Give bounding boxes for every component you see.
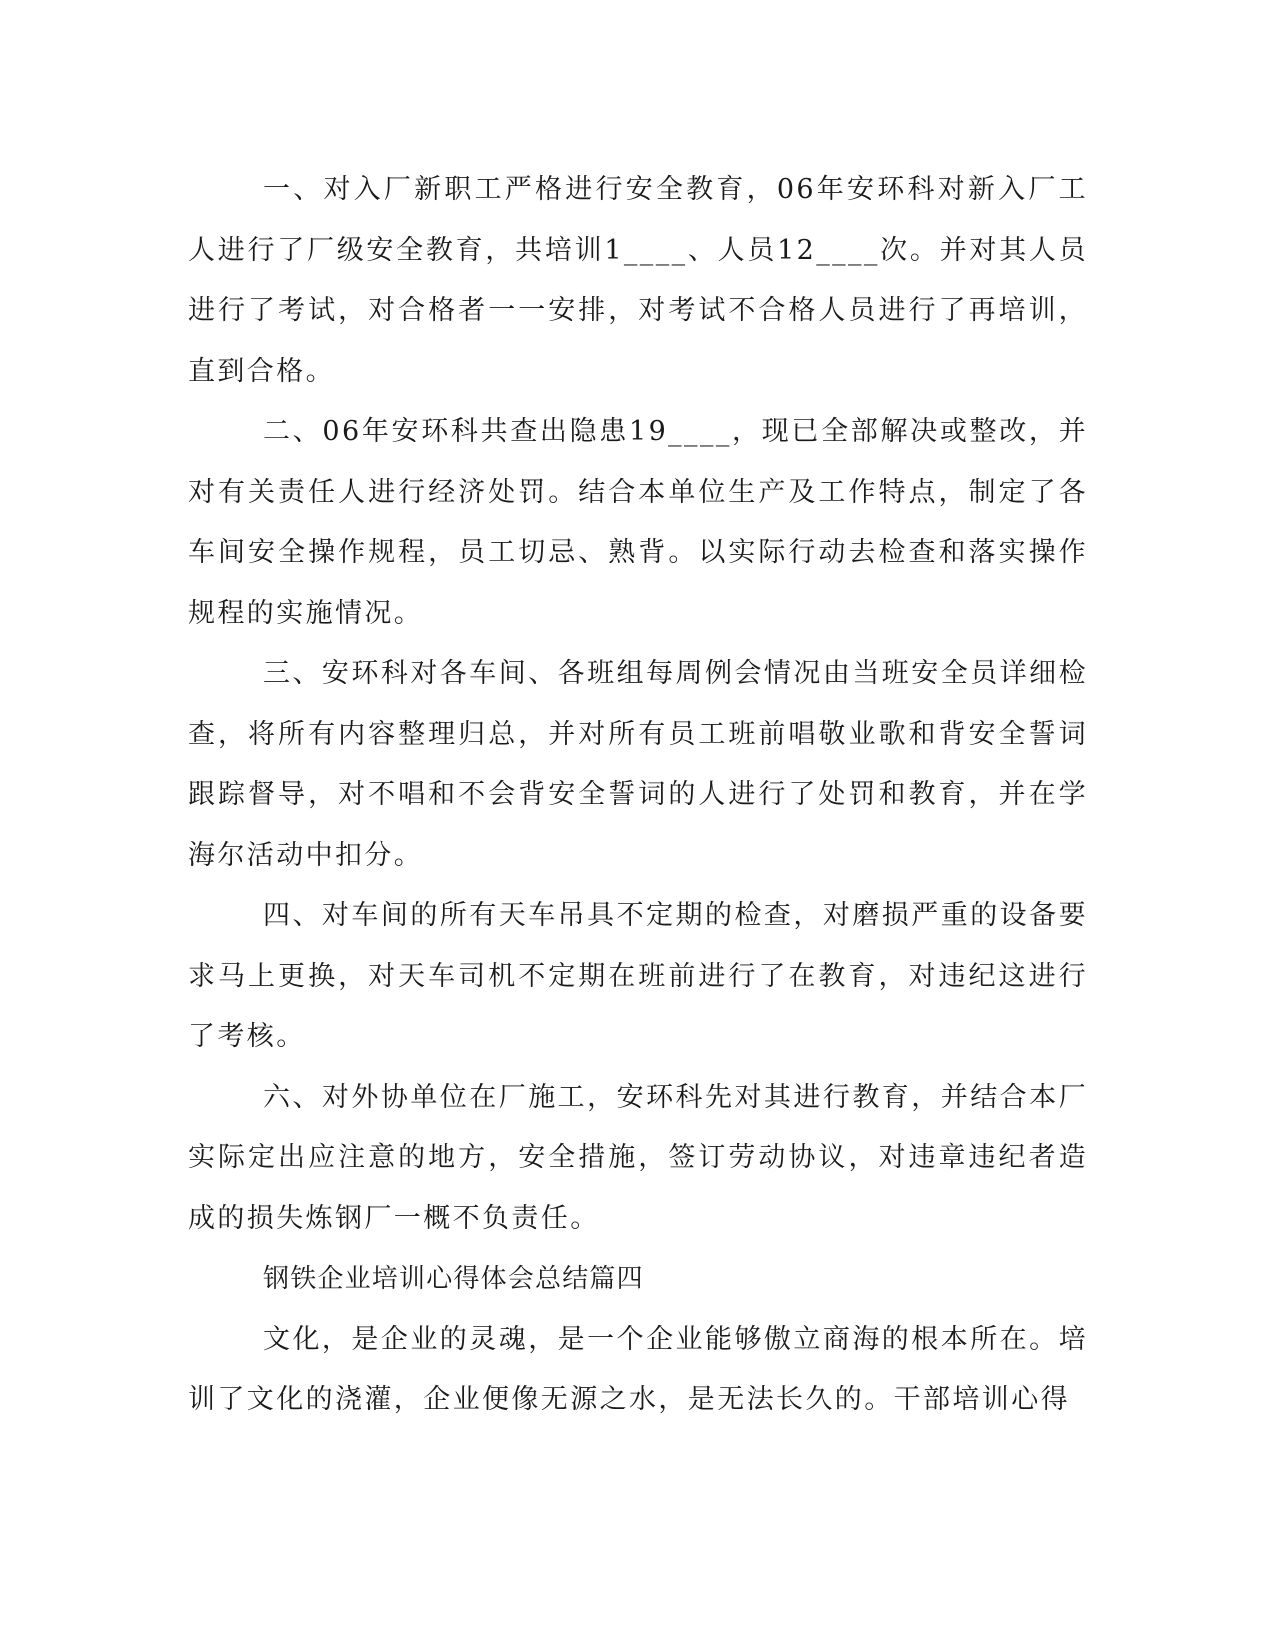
paragraph-2: 二、06年安环科共查出隐患19____，现已全部解决或整改，并对有关责任人进行经济处罚。结合本单位生产及工作特点，制定了各车间安全操作规程，员工切忌、熟背。以实际行动去检查和落实操作规程的实施情况。	[188, 416, 1088, 629]
paragraph-1: 一、对入厂新职工严格进行安全教育，06年安环科对新入厂工人进行了厂级安全教育，共培训1____、人员12____次。并对其人员进行了考试，对合格者一一安排，对考试不合格人员进行了再培训，直到合格。	[188, 174, 1088, 387]
paragraph-final: 文化，是企业的灵魂，是一个企业能够傲立商海的根本所在。培训了文化的浇灌，企业便像无源之水，是无法长久的。干部培训心得	[188, 1323, 1088, 1415]
section-heading: 钢铁企业培训心得体会总结篇四	[263, 1264, 644, 1294]
paragraph-4: 四、对车间的所有天车吊具不定期的检查，对磨损严重的设备要求马上更换，对天车司机不定期在班前进行了在教育，对违纪这进行了考核。	[188, 900, 1088, 1052]
document-body	[188, 160, 1088, 1431]
paragraph-5: 六、对外协单位在厂施工，安环科先对其进行教育，并结合本厂实际定出应注意的地方，安全措施，签订劳动协议，对违章违纪者造成的损失炼钢厂一概不负责任。	[188, 1081, 1088, 1234]
paragraph-3: 三、安环科对各车间、各班组每周例会情况由当班安全员详细检查，将所有内容整理归总，并对所有员工班前唱敬业歌和背安全誓词跟踪督导，对不唱和不会背安全誓词的人进行了处罚和教育，并在学海尔活动中扣分。	[188, 658, 1088, 871]
